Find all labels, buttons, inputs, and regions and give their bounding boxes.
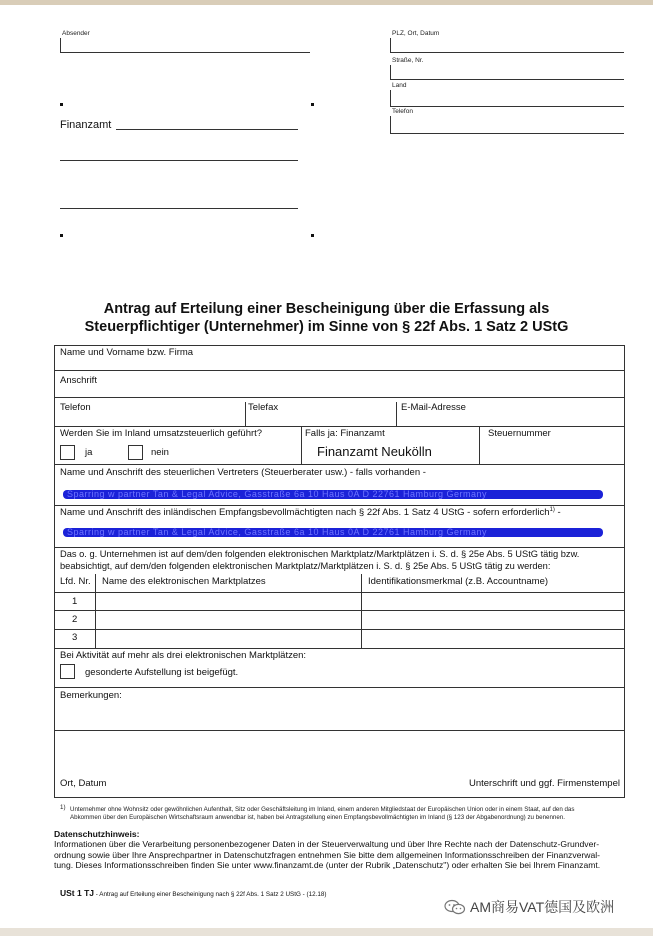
watermark-text: AM商易VAT德国及欧洲 [470, 899, 615, 915]
footnote-line: Unternehmer ohne Wohnsitz oder gewöhnlichen Aufenthalt, Sitz oder Geschäftsleitung im Inland, einem anderen Mitgliedstaat der Europäischen Union oder in einem Staat, auf den das [70, 806, 575, 813]
absender-bracket [60, 38, 61, 52]
nein-checkbox[interactable] [128, 445, 143, 460]
row-number-3: 3 [72, 632, 78, 643]
datenschutz-line: Informationen über die Verarbeitung personenbezogener Daten in der Steuerverwaltung und über Ihre Rechte nach der Datenschutz-Grundver- [54, 839, 600, 850]
telefon-label: Telefon [60, 402, 91, 413]
telefon-header-label: Telefon [392, 108, 413, 115]
plz-bracket [390, 38, 391, 52]
form-id [60, 888, 326, 898]
anschrift-label: Anschrift [60, 375, 97, 386]
row-divider [55, 426, 624, 427]
vertreter-value-redacted[interactable]: Sparring w partner Tan & Legal Advice, Gasstraße 6a 10 Haus 0A D 22761 Hamburg Germany [63, 490, 603, 499]
ort-datum-label: Ort, Datum [60, 778, 107, 789]
form-title-line1: Antrag auf Erteilung einer Bescheinigung über die Erfassung als [103, 301, 550, 317]
column-divider [361, 574, 362, 648]
row-divider [55, 505, 624, 506]
row-divider [55, 397, 624, 398]
column-divider [396, 402, 397, 426]
corner-mark [60, 103, 63, 106]
table-divider [55, 629, 624, 630]
corner-mark [60, 234, 63, 237]
datenschutz-line: ordnung sowie über Ihre Ansprechpartner in Datenschutzfragen entnehmen Sie bitte dem allgemeinen Informationsschreiben der Finanzverwal- [54, 849, 601, 860]
land-bracket [390, 90, 391, 106]
vertreter-label: Name und Anschrift des steuerlichen Vertreters (Steuerberater usw.) - falls vorhanden - [60, 467, 426, 478]
form-title-line2: Steuerpflichtiger (Unternehmer) im Sinne von § 22f Abs. 1 Satz 2 UStG [84, 319, 569, 335]
column-divider [245, 402, 246, 426]
plz-ort-datum-label: PLZ, Ort, Datum [392, 30, 440, 37]
form-description: - Antrag auf Erteilung einer Bescheinigung nach § 22f Abs. 1 Satz 2 UStG - (12.18) [94, 891, 327, 898]
strasse-label: Straße, Nr. [392, 57, 424, 64]
bottom-frame-edge [0, 928, 653, 936]
absender-line [60, 52, 310, 53]
col-name-header: Name des elektronischen Marktplatzes [102, 576, 266, 587]
footnote-ref: 1) [549, 507, 555, 513]
gesondert-checkbox[interactable] [60, 664, 75, 679]
column-divider [95, 574, 96, 648]
strasse-line [390, 79, 624, 80]
finanzamt-city-line[interactable] [60, 208, 298, 209]
footnote-marker: 1) [60, 804, 66, 811]
row-divider [55, 648, 624, 649]
application-form [54, 345, 625, 798]
row-divider [55, 687, 624, 688]
finanzamt-value[interactable]: Finanzamt Neukölln [317, 444, 432, 459]
inland-question: Werden Sie im Inland umsatzsteuerlich geführt? [60, 428, 263, 439]
table-divider [55, 610, 624, 611]
corner-mark [311, 234, 314, 237]
col-lfd-header: Lfd. Nr. [60, 576, 91, 587]
footnote-line: Abkommen über den Europäischen Wirtschaftsraum anwendbar ist, haben bei Antragstellung einen Empfangsbevollmächtigten im Inland (§ 123 der Abgabenordnung) zu benennen. [70, 813, 565, 821]
mehr-marktplaetze-label: Bei Aktivität auf mehr als drei elektronischen Marktplätzen: [60, 650, 307, 661]
row-divider [55, 547, 624, 548]
row-divider [55, 464, 624, 465]
row-divider [55, 730, 624, 731]
telefon-bracket [390, 116, 391, 133]
wechat-icon [444, 899, 466, 915]
row-number-2: 2 [72, 614, 78, 625]
datenschutz-heading: Datenschutzhinweis: [54, 829, 140, 839]
table-divider [55, 592, 624, 593]
unterschrift-label: Unterschrift und ggf. Firmenstempel [468, 778, 620, 789]
bevollmaechtigter-value-redacted[interactable]: Sparring w partner Tan & Legal Advice, Gasstraße 6a 10 Haus 0A D 22761 Hamburg Germany [63, 528, 603, 537]
finanzamt-address-line[interactable] [60, 160, 298, 161]
strasse-bracket [390, 65, 391, 79]
land-label: Land [392, 82, 407, 89]
email-label: E-Mail-Adresse [401, 402, 466, 413]
marktplatz-intro-2: beabsichtigt, auf dem/den folgenden elektronischen Marktplatz/Marktplätzen i. S. d. § 25e Abs. 5 UStG tätig zu werden: [60, 561, 551, 571]
name-label: Name und Vorname bzw. Firma [60, 347, 194, 358]
telefon-header-line [390, 133, 624, 134]
footnote-text [70, 806, 626, 821]
watermark [444, 897, 614, 917]
col-id-header: Identifikationsmerkmal (z.B. Accountname) [368, 576, 549, 587]
absender-label: Absender [62, 30, 90, 37]
bemerkungen-label: Bemerkungen: [60, 690, 122, 701]
nein-label: nein [151, 447, 169, 458]
marktplatz-intro-1: Das o. g. Unternehmen ist auf dem/den folgenden elektronischen Marktplatz/Marktplätzen i. S. d. § 25e Abs. 5 UStG tätig bzw. [60, 549, 580, 559]
finanzamt-label: Finanzamt [60, 119, 112, 131]
corner-mark [311, 103, 314, 106]
telefax-label: Telefax [248, 402, 279, 413]
top-frame-edge [0, 0, 653, 5]
form-code: USt 1 TJ [60, 888, 95, 898]
bevollmaechtigter-label: Name und Anschrift des inländischen Empfangsbevollmächtigten nach § 22f Abs. 1 Satz 4 UStG - sofern erforderlich$^{1)}$ - [60, 507, 561, 519]
falls-ja-label: Falls ja: Finanzamt [305, 428, 385, 439]
row-number-1: 1 [72, 596, 78, 607]
ja-label: ja [85, 447, 93, 458]
ja-checkbox[interactable] [60, 445, 75, 460]
column-divider [479, 426, 480, 464]
plz-line [390, 52, 624, 53]
column-divider [301, 426, 302, 464]
land-line [390, 106, 624, 107]
finanzamt-line[interactable] [116, 129, 298, 130]
row-divider [55, 370, 624, 371]
datenschutz-line: tung. Dieses Informationsschreiben finden Sie unter www.finanzamt.de (unter der Rubrik „Datenschutz") oder erhalten Sie bei Ihrem Finanzamt. [54, 860, 601, 871]
gesondert-label: gesonderte Aufstellung ist beigefügt. [85, 667, 239, 678]
steuernummer-label: Steuernummer [488, 428, 551, 439]
datenschutz-block [54, 829, 624, 871]
